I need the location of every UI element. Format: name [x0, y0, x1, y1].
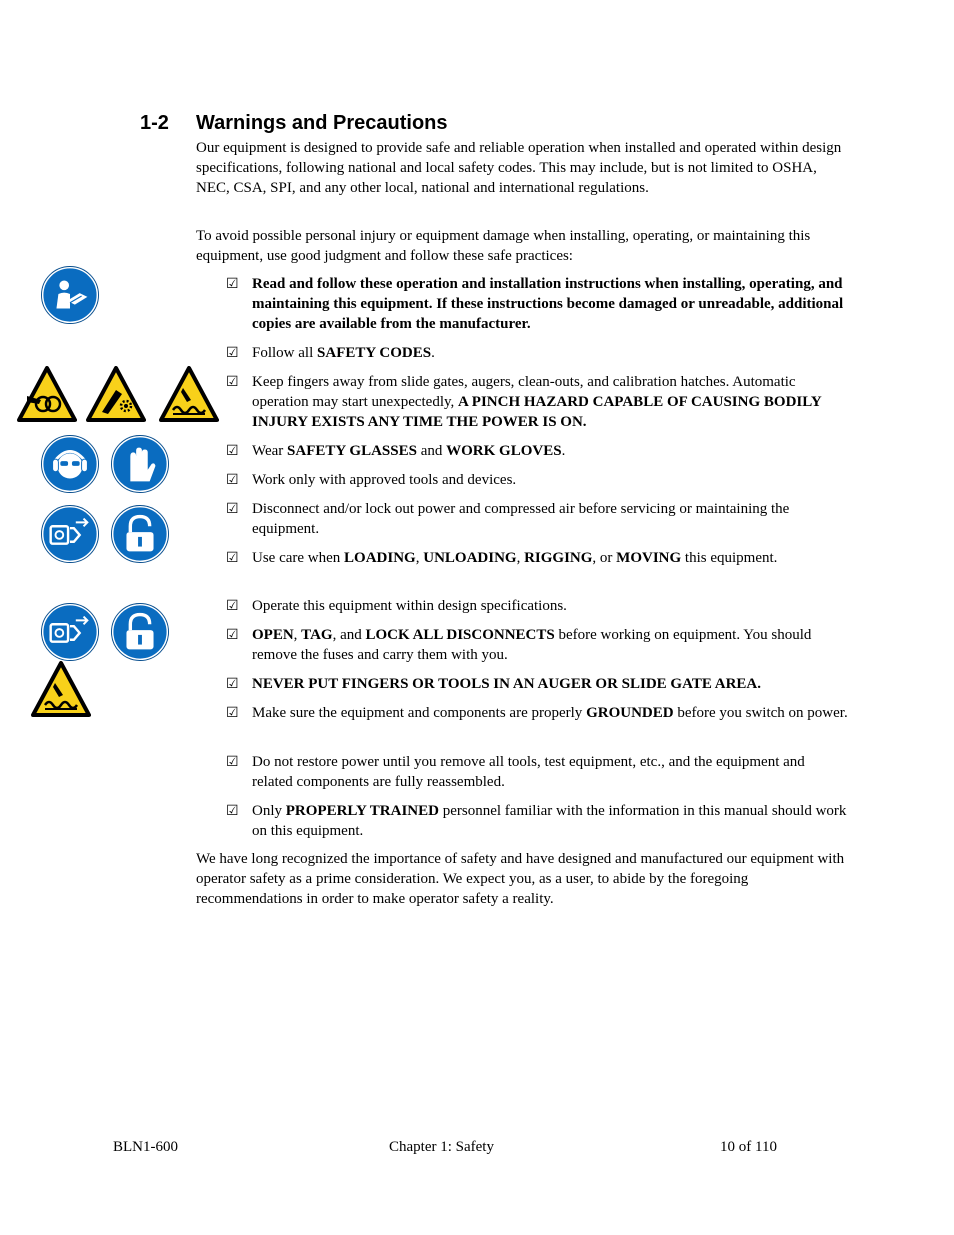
bullet-item	[226, 674, 848, 694]
checkbox-icon: ☑	[226, 803, 239, 819]
bullet-item	[226, 343, 848, 363]
auger-hazard-icon	[29, 661, 93, 717]
checkbox-icon: ☑	[226, 501, 239, 517]
checkbox-icon: ☑	[226, 705, 239, 721]
read-manual-icon	[41, 266, 99, 324]
intro-paragraph-2: To avoid possible personal injury or equipment damage when installing, operating, or maintaining this equipment, use good judgment and follow these safe practices:	[196, 228, 811, 264]
bullet-text	[252, 703, 848, 723]
bullet-text	[252, 752, 848, 792]
text-run: , or	[592, 550, 617, 566]
checkbox-icon: ☑	[226, 627, 239, 643]
text-run: this equipment.	[681, 550, 778, 566]
bullet-text	[252, 548, 848, 568]
bold-run: SAFETY GLASSES	[287, 443, 417, 459]
section-heading	[140, 112, 448, 135]
text-run: before you switch on power.	[673, 705, 848, 721]
bullet-item	[226, 499, 848, 539]
bullet-item	[226, 441, 848, 461]
cutting-hazard-icon	[84, 366, 148, 422]
bullet-text	[252, 274, 848, 334]
bullet-text	[252, 441, 848, 461]
checkbox-icon: ☑	[226, 754, 239, 770]
footer-chapter: Chapter 1: Safety	[389, 1139, 494, 1155]
bullet-text	[252, 372, 848, 432]
padlock-icon	[111, 505, 169, 563]
checkbox-icon: ☑	[226, 345, 239, 361]
checkbox-icon: ☑	[226, 472, 239, 488]
bold-run: WORK GLOVES	[446, 443, 562, 459]
text-run: Disconnect and/or lock out power and compressed air before servicing or maintaining the equipment.	[252, 501, 790, 537]
bullet-item	[226, 625, 848, 665]
checkbox-icon: ☑	[226, 374, 239, 390]
bullet-text	[252, 625, 848, 665]
checkbox-icon: ☑	[226, 676, 239, 692]
bullet-item	[226, 801, 848, 841]
bold-run: MOVING	[616, 550, 682, 566]
bullet-text	[252, 470, 848, 490]
bullet-text	[252, 499, 848, 539]
bold-run: NEVER PUT FINGERS OR TOOLS IN AN AUGER OR SLIDE GATE AREA.	[252, 676, 762, 692]
text-run: Use care when	[252, 550, 345, 566]
bullet-item	[226, 703, 848, 723]
footer-document-id: BLN1-600	[113, 1139, 178, 1155]
text-run: and	[416, 443, 447, 459]
bullet-text	[252, 343, 848, 363]
bold-run: SAFETY CODES	[317, 345, 432, 361]
safety-glasses-ear-protection-icon	[41, 435, 99, 493]
text-run: Work only with approved tools and devices.	[252, 472, 517, 488]
text-run: ,	[415, 550, 424, 566]
text-run: , and	[332, 627, 366, 643]
bold-run: PROPERLY TRAINED	[285, 803, 439, 819]
bold-run: LOADING	[344, 550, 416, 566]
bold-run: Read and follow these operation and installation instructions when installing, operating, and maintaining this equipment. If these instructions become damaged or unreadable, additional copies are available from the manufacturer.	[252, 276, 844, 332]
closing-paragraph: We have long recognized the importance of safety and have designed and manufactured our equipment with operator safety as a prime consideration. We expect you, as a user, to abide by the foregoing recommendations in order to make operator safety a reality.	[196, 851, 845, 907]
text-run: .	[561, 443, 566, 459]
text-run: Only	[252, 803, 286, 819]
padlock-icon	[111, 603, 169, 661]
intro-paragraph-1: Our equipment is designed to provide safe and reliable operation when installed and operated within design specifications, following national and local safety codes. This may include, but is not limited to OSHA, NEC, CSA, SPI, and any other local, national and international regulations.	[196, 140, 842, 196]
bullet-item	[226, 596, 848, 616]
bullet-item	[226, 470, 848, 490]
text-run: ,	[516, 550, 525, 566]
bullet-item	[226, 548, 848, 568]
checkbox-icon: ☑	[226, 598, 239, 614]
bullet-text	[252, 596, 848, 616]
disconnect-power-icon	[41, 603, 99, 661]
text-run: .	[431, 345, 435, 361]
section-title: Warnings and Precautions	[196, 112, 448, 134]
checkbox-icon: ☑	[226, 550, 239, 566]
text-run: Operate this equipment within design specifications.	[252, 598, 567, 614]
bold-run: TAG	[301, 627, 333, 643]
checkbox-icon: ☑	[226, 443, 239, 459]
bold-run: GROUNDED	[586, 705, 674, 721]
text-run: personnel familiar with the information in this manual should work on this equipment.	[252, 803, 847, 839]
auger-hazard-icon	[157, 366, 221, 422]
bold-run: RIGGING	[524, 550, 593, 566]
text-run: Make sure the equipment and components are properly	[252, 705, 587, 721]
text-run: ,	[293, 627, 302, 643]
bold-run: LOCK ALL DISCONNECTS	[365, 627, 555, 643]
bullet-item	[226, 372, 848, 432]
section-number: 1-2	[140, 112, 169, 134]
bullet-text	[252, 674, 848, 694]
bold-run: UNLOADING	[423, 550, 517, 566]
text-run: Keep fingers away from slide gates, augers, clean-outs, and calibration hatches. Automatic operation may start unexpectedly,	[252, 374, 796, 410]
bullet-item	[226, 752, 848, 792]
bullet-text	[252, 801, 848, 841]
disconnect-power-icon	[41, 505, 99, 563]
bullet-item	[226, 274, 848, 334]
bold-run: OPEN	[252, 627, 294, 643]
footer-page-number: 10 of 110	[720, 1139, 777, 1155]
text-run: Do not restore power until you remove all tools, test equipment, etc., and the equipment and related components are fully reassembled.	[252, 754, 805, 790]
text-run: before working on equipment. You should remove the fuses and carry them with you.	[252, 627, 812, 663]
bold-run: A PINCH HAZARD CAPABLE OF CAUSING BODILY INJURY EXISTS ANY TIME THE POWER IS ON.	[252, 394, 822, 430]
pinch-hazard-icon	[17, 366, 77, 422]
gloves-icon	[111, 435, 169, 493]
text-run: Wear	[252, 443, 288, 459]
checkbox-icon: ☑	[226, 276, 239, 292]
text-run: Follow all	[252, 345, 318, 361]
